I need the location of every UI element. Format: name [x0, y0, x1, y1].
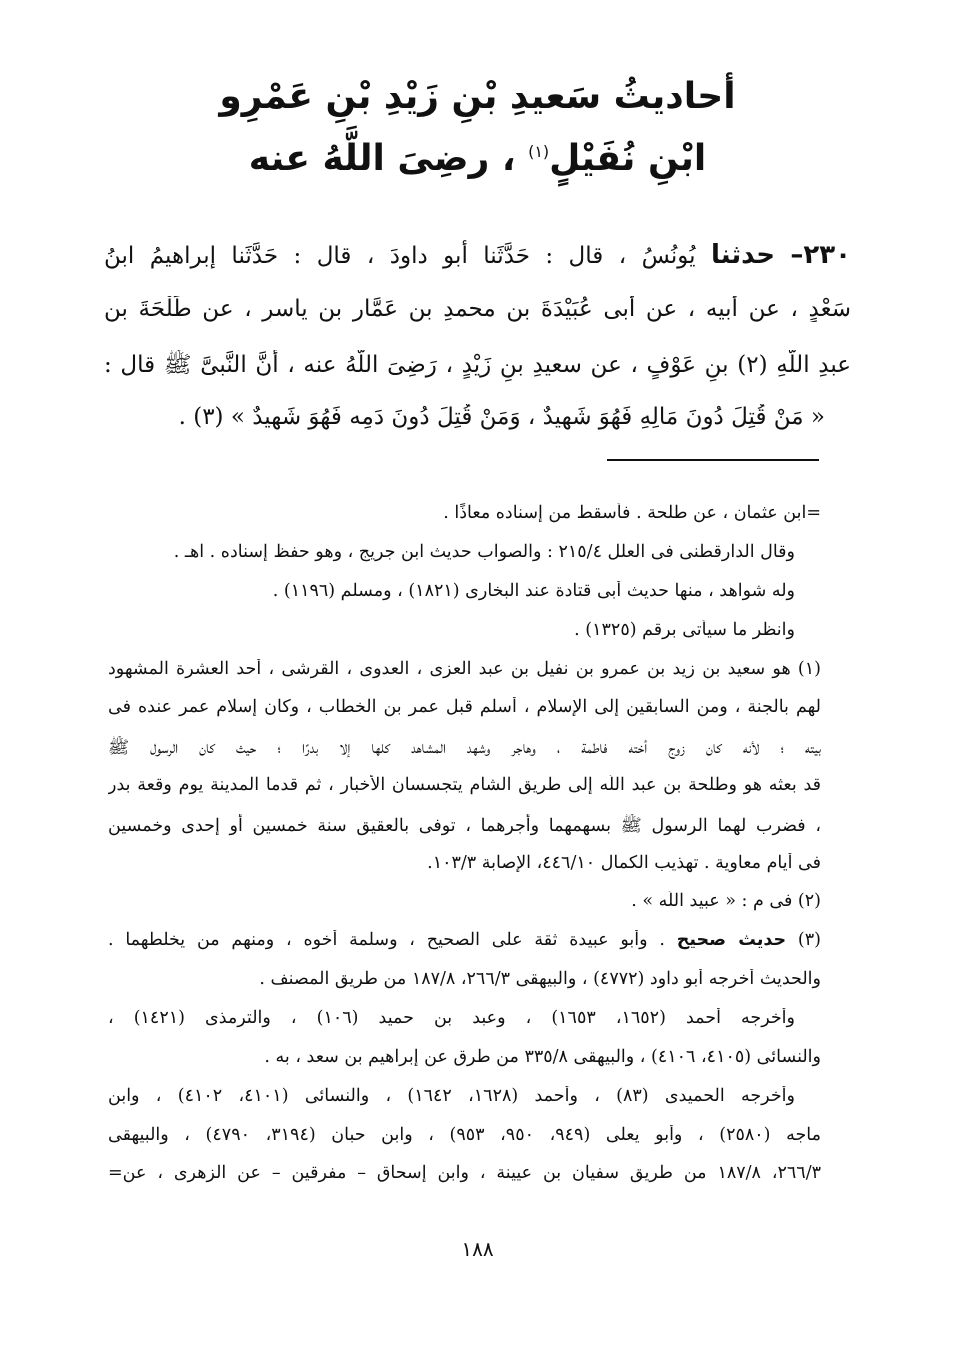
footnote-3-line-2: والحديث أخرجه أبو داود (٤٧٧٢) ، والبيهقى ٢٦٦/٣، ١٨٧/٨ من طريق المصنف .: [259, 969, 821, 989]
footnote-3-text: . وأبو عبيدة ثقة على الصحيح ، وسلمة أخوه ، ومنهم من يخلطهما .: [108, 930, 665, 950]
hadith-number: ٢٣٠–: [790, 240, 851, 270]
footnote-2: (٢) فى م : « عبيد اللَّه » .: [631, 891, 821, 911]
footnote-continuation-1: =ابن عثمان ، عن طلحة . فأسقط من إسناده معاذًا .: [443, 503, 821, 523]
footnote-marker-1[interactable]: (١): [528, 142, 550, 161]
footnote-1-line-2: لهم بالجنة ، ومن السابقين إلى الإسلام ، أسلم قبل عمر بن الخطاب ، وكان إسلام عمر عنده فى: [108, 697, 821, 717]
page-number: ١٨٨: [461, 1237, 494, 1261]
footnote-3-line-5: وأخرجه الحميدى (٨٣) ، وأحمد (١٦٢٨، ١٦٤٢) ، والنسائى (٤١٠١، ٤١٠٢) ، وابن: [108, 1086, 795, 1106]
footnote-1-line-5: ، فضرب لهما الرسول ﷺ بسهمهما وأجرهما ، توفى بالعقيق سنة خمسين أو إحدى وخمسين: [108, 816, 821, 836]
footnote-continuation-3: وله شواهد ، منها حديث أبى قتادة عند البخارى (١٨٢١) ، ومسلم (١١٩٦) .: [272, 581, 795, 601]
hadith-line-1: [104, 240, 851, 270]
footnote-3-number: (٣): [797, 930, 821, 950]
footnote-1-line-4: قد بعثه هو وطلحة بن عبد اللَّه إلى طريق الشام يتجسسان الأخبار ، ثم قدما المدينة يوم وقعة بدر: [108, 775, 821, 795]
chapter-title-text-2: ابْنِ نُفَيْلٍ: [549, 138, 707, 179]
footnote-continuation-4: وانظر ما سيأتى برقم (١٣٢٥) .: [574, 620, 795, 640]
footnote-continuation-2: وقال الدارقطنى فى العلل ٢١٥/٤ : والصواب حديث ابن جريج ، وهو حفظ إسناده . اهـ .: [173, 542, 795, 562]
chapter-title-line-2: [60, 138, 895, 179]
footnote-3-line-3: وأخرجه أحمد (١٦٥٢، ١٦٥٣) ، وعبد بن حميد (١٠٦) ، والترمذى (١٤٢١) ،: [108, 1008, 795, 1028]
chapter-title-text-2b: ، رضِىَ اللَّهُ عنه: [248, 138, 516, 179]
footnote-1-line-6: فى أيام معاوية . تهذيب الكمال ٤٤٦/١٠، الإصابة ١٠٣/٣.: [427, 853, 821, 873]
hadith-text-1: يُونُسُ ، قال : حَدَّثَنا أبو داودَ ، قال : حَدَّثَنا إبراهيمُ ابنُ: [104, 243, 696, 269]
hadith-line-4: « مَنْ قُتِلَ دُونَ مَالِهِ فَهُوَ شَهِيدٌ ، وَمَنْ قُتِلَ دُونَ دَمِه فَهُوَ شَهِيدٌ » (٣) .: [178, 404, 825, 430]
footnote-separator: [607, 459, 819, 461]
hadith-opening: حدثنا: [711, 240, 775, 270]
footnote-3-line-4: والنسائى (٤١٠٥، ٤١٠٦) ، والبيهقى ٣٣٥/٨ من طرق عن إبراهيم بن سعد ، به .: [264, 1047, 821, 1067]
hadith-line-3: عبدِ اللَّهِ (٢) بنِ عَوْفٍ ، عن سعيدِ بنِ زَيْدٍ ، رَضِىَ اللَّهُ عنه ، أنَّ النَّبىَّ ﷺ قال :: [104, 352, 851, 378]
footnote-3-line-7: ٢٦٦/٣، ١٨٧/٨ من طريق سفيان بن عيينة ، وابن إسحاق – مفرقين – عن الزهرى ، عن=: [108, 1163, 821, 1183]
chapter-title-text-1: أحاديثُ سَعيدِ بْنِ زَيْدِ بْنِ عَمْرِو: [219, 76, 736, 117]
footnote-1-line-1: (١) هو سعيد بن زيد بن عمرو بن نفيل بن عبد العزى ، العدوى ، القرشى ، أحد العشرة المشهود: [108, 659, 821, 679]
footnote-3-line-6: ماجه (٢٥٨٠) ، وأبو يعلى (٩٤٩، ٩٥٠، ٩٥٣) ، وابن حبان (٣١٩٤، ٤٧٩٠) ، والبيهقى: [108, 1125, 821, 1145]
chapter-title-line-1: [60, 76, 895, 117]
footnote-3-line-1: [108, 930, 821, 950]
footnote-1-line-3: بيته ؛ لأنه كان زوج أخته فاطمة ، وهاجر وشهد المشاهد كلها إلا بدرًا ؛ حيث كان الرسول ﷺ: [108, 738, 821, 758]
hadith-line-2: سَعْدٍ ، عن أبيه ، عن أبى عُبَيْدَةَ بنِ محمدِ بنِ عَمَّارِ بنِ ياسرٍ ، عن طَلْحَةَ بنِ: [104, 296, 851, 322]
footnote-3-grade: حديث صحيح: [676, 930, 787, 950]
